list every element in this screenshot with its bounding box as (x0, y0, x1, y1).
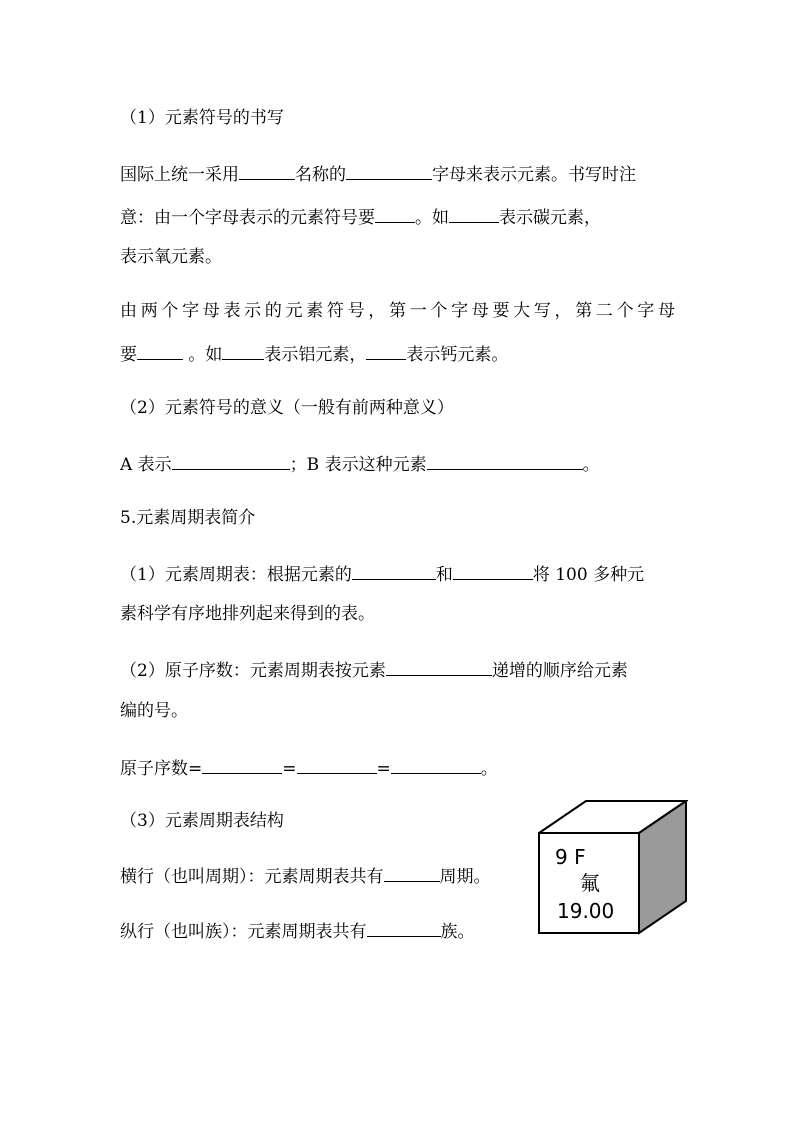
paragraph-line: 原子序数= = = 。 (120, 756, 498, 780)
paragraph-line: （1）元素周期表：根据元素的 和 将 100 多种元 (120, 562, 644, 586)
paragraph-line: 表示氧元素。 (120, 247, 222, 267)
blank[interactable] (453, 562, 533, 580)
blank[interactable] (427, 452, 583, 470)
element-name: 氟 (580, 871, 600, 895)
paragraph-line: 要 。如 表示铝元素， 表示钙元素。 (120, 342, 508, 366)
blank[interactable] (384, 864, 440, 882)
element-cube-figure (538, 800, 688, 940)
blank[interactable] (137, 342, 183, 360)
blank[interactable] (375, 205, 415, 223)
element-mass: 19.00 (557, 899, 615, 923)
blank[interactable] (222, 342, 264, 360)
blank[interactable] (346, 162, 432, 180)
paragraph-line: 素科学有序地排列起来得到的表。 (120, 604, 375, 624)
blank[interactable] (386, 658, 492, 676)
blank[interactable] (297, 756, 377, 774)
section3-title: （3）元素周期表结构 (120, 811, 284, 831)
element-number-symbol: 9 F (555, 845, 586, 869)
paragraph-line: A 表示 ；B 表示这种元素 。 (120, 452, 600, 476)
paragraph-line: 纵行（也叫族）：元素周期表共有 族。 (120, 919, 475, 943)
section1-title: （1）元素符号的书写 (120, 108, 284, 128)
blank[interactable] (172, 452, 290, 470)
blank[interactable] (391, 756, 481, 774)
blank[interactable] (352, 562, 436, 580)
section5-title: 5.元素周期表简介 (120, 508, 256, 528)
section2-title: （2）元素符号的意义（一般有前两种意义） (120, 398, 454, 418)
blank[interactable] (239, 162, 295, 180)
paragraph-line: 国际上统一采用 名称的 字母来表示元素。书写时注 (120, 162, 636, 186)
paragraph-line: 由两个字母表示的元素符号，第一个字母要大写，第二个字母 (120, 301, 675, 321)
blank[interactable] (202, 756, 282, 774)
paragraph-line: 意：由一个字母表示的元素符号要 。如 表示碳元素， (120, 205, 601, 229)
blank[interactable] (366, 342, 406, 360)
blank[interactable] (449, 205, 499, 223)
paragraph-line: 横行（也叫周期）：元素周期表共有 周期。 (120, 864, 491, 888)
paragraph-line: 编的号。 (120, 701, 188, 721)
blank[interactable] (367, 919, 441, 937)
paragraph-line: （2）原子序数：元素周期表按元素 递增的顺序给元素 (120, 658, 628, 682)
